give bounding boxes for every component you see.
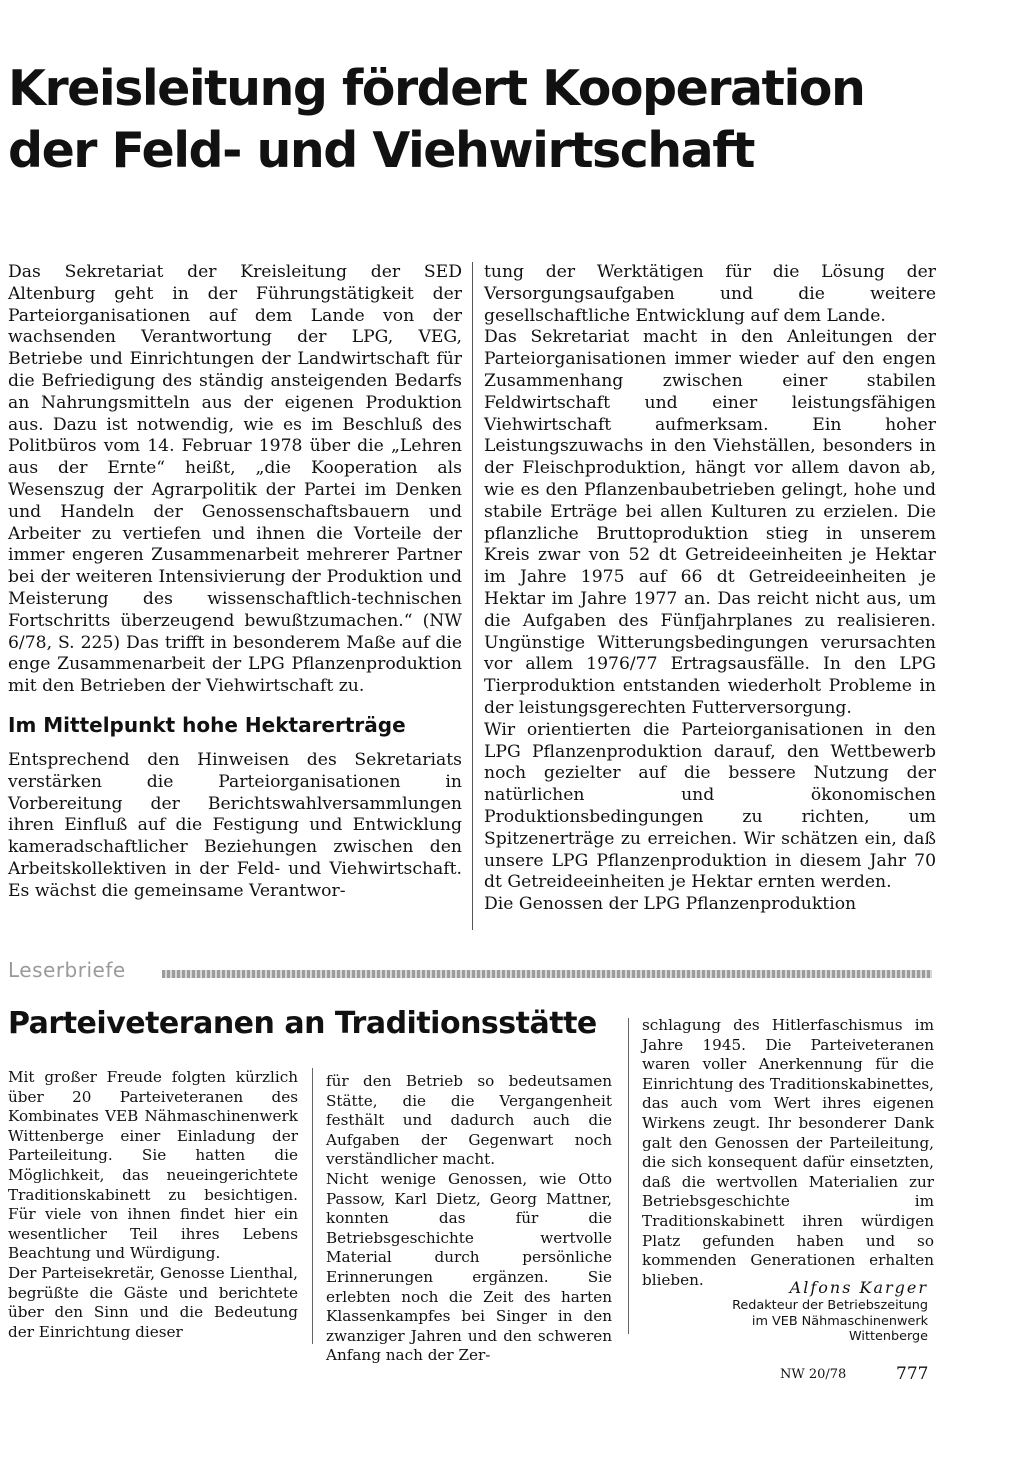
column-divider (628, 1018, 629, 1334)
article-paragraph: Die Genossen der LPG Pflanzenproduktion (484, 894, 857, 915)
letter-paragraph: Der Parteisekretär, Genosse Lienthal, begrüßte die Gäste und berichtete über den Sinn und die Bedeutung der Einrichtung dieser (8, 1263, 298, 1341)
letter-signature (732, 1278, 928, 1345)
author-role-line: Redakteur der Betriebszeitung (732, 1298, 928, 1313)
letter-paragraph: für den Betrieb so bedeutsamen Stätte, die die Vergangenheit festhält und dadurch auch die Aufgaben der Gegenwart noch verständlicher macht. (326, 1072, 612, 1169)
column-divider (312, 1068, 313, 1344)
letter-paragraph: schlagung des Hitlerfaschismus im Jahre 1945. Die Parteiveteranen waren voller Anerkennung für die Einrichtung des Traditionskabinettes, das auch vom Wert ihres eigenen Wirkens zeugt. Ihr besonderer Dank galt den Genossen der Parteileitung, die sich konsequent dafür einsetzten, daß die wertvollen Materialien zur Betriebsgeschichte im Traditionskabinett ihren würdigen Platz gefunden haben und so kommenden Generationen erhalten blieben. (642, 1016, 934, 1289)
article-paragraph: Entsprechend den Hinweisen des Sekretariats verstärken die Parteiorganisationen in Vorbereitung der Berichtswahlversammlungen ihren Einfluß auf die Festigung und Entwicklung kameradschaftlicher Beziehungen zwischen den Arbeitskollektiven in der Feld- und Viehwirtschaft. Es wächst die gemeinsame Verantwor- (8, 749, 462, 901)
author-role-line: Wittenberge (849, 1329, 928, 1344)
letter-title: Parteiveteranen an Traditionsstätte (8, 1006, 597, 1041)
author-role-line: im VEB Nähmaschinenwerk (751, 1313, 928, 1329)
letter-column-1 (8, 1068, 298, 1342)
section-label: Leserbriefe (8, 958, 126, 982)
article-paragraph: tung der Werktätigen für die Lösung der Versorgungsaufgaben und die weitere gesellschaftliche Entwicklung auf dem Lande. (484, 262, 936, 326)
letter-paragraph: Nicht wenige Genossen, wie Otto Passow, Karl Dietz, Georg Mattner, konnten das für die Betriebsgeschichte wertvolle Material durch persönliche Erinnerungen ergänzen. Sie erlebten noch die Zeit des harten Klassenkampfes bei Singer in den zwanziger Jahren und den schweren Anfang nach der Zer- (326, 1169, 612, 1365)
article-paragraph: Das Sekretariat macht in den Anleitungen der Parteiorganisationen immer wieder auf den engen Zusammenhang zwischen einer stabilen Feldwirtschaft und einer leistungsfähigen Viehwirtschaft aufmerksam. Ein hoher Leistungszuwachs in den Viehställen, besonders in der Fleischproduktion, hängt vor allem davon ab, wie es den Pflanzenbaubetrieben gelingt, hohe und stabile Erträge bei allen Kulturen zu erzielen. Die pflanzliche Bruttoproduktion stieg in unserem Kreis zwar von 52 dt Getreideeinheiten je Hektar im Jahre 1975 auf 66 dt Getreideeinheiten je Hektar im Jahre 1977 an. Das reicht nicht aus, um die Aufgaben des Fünfjahrplanes zu realisieren. Ungünstige Witterungsbedingungen verursachten vor allem 1976/77 Ertragsausfälle. In den LPG Tierproduktion entstanden wiederholt Probleme in der leistungsgerechten Futterversorgung. (484, 327, 936, 718)
letter-column-2 (326, 1072, 612, 1366)
page-number: 777 (896, 1364, 929, 1384)
letter-paragraph: Mit großer Freude folgten kürzlich über 20 Parteiveteranen des Kombinates VEB Nähmaschinenwerk Wittenberge einer Einladung der Parteileitung. Sie hatten die Möglichkeit, das neueingerichtete Traditionskabinett zu besichtigen. Für viele von ihnen findet hier ein wesentlicher Teil ihres Lebens Beachtung und Würdigung. (8, 1068, 298, 1263)
letter-column-3 (642, 1016, 934, 1290)
headline-line-2: der Feld- und Viehwirtschaft (8, 122, 754, 179)
article-paragraph: Das Sekretariat der Kreisleitung der SED Altenburg geht in der Führungstätigkeit der Parteiorganisationen auf dem Lande von der wachsenden Verantwortung der LPG, VEG, Betriebe und Einrichtungen der Landwirtschaft für die Befriedigung des ständig ansteigenden Bedarfs an Nahrungsmitteln aus der eigenen Produktion aus. Dazu ist notwendig, wie es im Beschluß des Politbüros vom 14. Februar 1978 über die „Lehren aus der Ernte“ heißt, „die Kooperation als Wesenszug der Agrarpolitik der Partei im Denken und Handeln der Genossenschaftsbauern und Arbeiter zu vertiefen und ihnen die Vorteile der immer engeren Zusammenarbeit mehrerer Partner bei der weiteren Intensivierung der Produktion und Meisterung des wissenschaftlich-technischen Fortschritts überzeugend bewußtzumachen.“ (NW 6/78, S. 225) Das trifft in besonderem Maße auf die enge Zusammenarbeit der LPG Pflanzenproduktion mit den Betrieben der Viehwirtschaft zu. (8, 262, 462, 697)
article-subheading: Im Mittelpunkt hohe Hektarerträge (8, 712, 406, 737)
article-paragraph: Wir orientierten die Parteiorganisationen in den LPG Pflanzenproduktion darauf, den Wettbewerb noch gezielter auf die bessere Nutzung der natürlichen und ökonomischen Produktionsbedingungen zu richten, um Spitzenerträge zu erreichen. Wir schätzen ein, daß unsere LPG Pflanzenproduktion in diesem Jahr 70 dt Getreideeinheiten je Hektar ernten werden. (484, 719, 936, 893)
author-name: Alfons Karger (789, 1278, 928, 1297)
article-headline (8, 58, 948, 182)
article-column-1 (8, 262, 462, 903)
column-divider (472, 262, 473, 930)
article-column-2 (484, 262, 936, 916)
section-rule (162, 970, 932, 978)
headline-line-1: Kreisleitung fördert Kooperation (8, 60, 865, 117)
issue-number: NW 20/78 (780, 1367, 847, 1382)
